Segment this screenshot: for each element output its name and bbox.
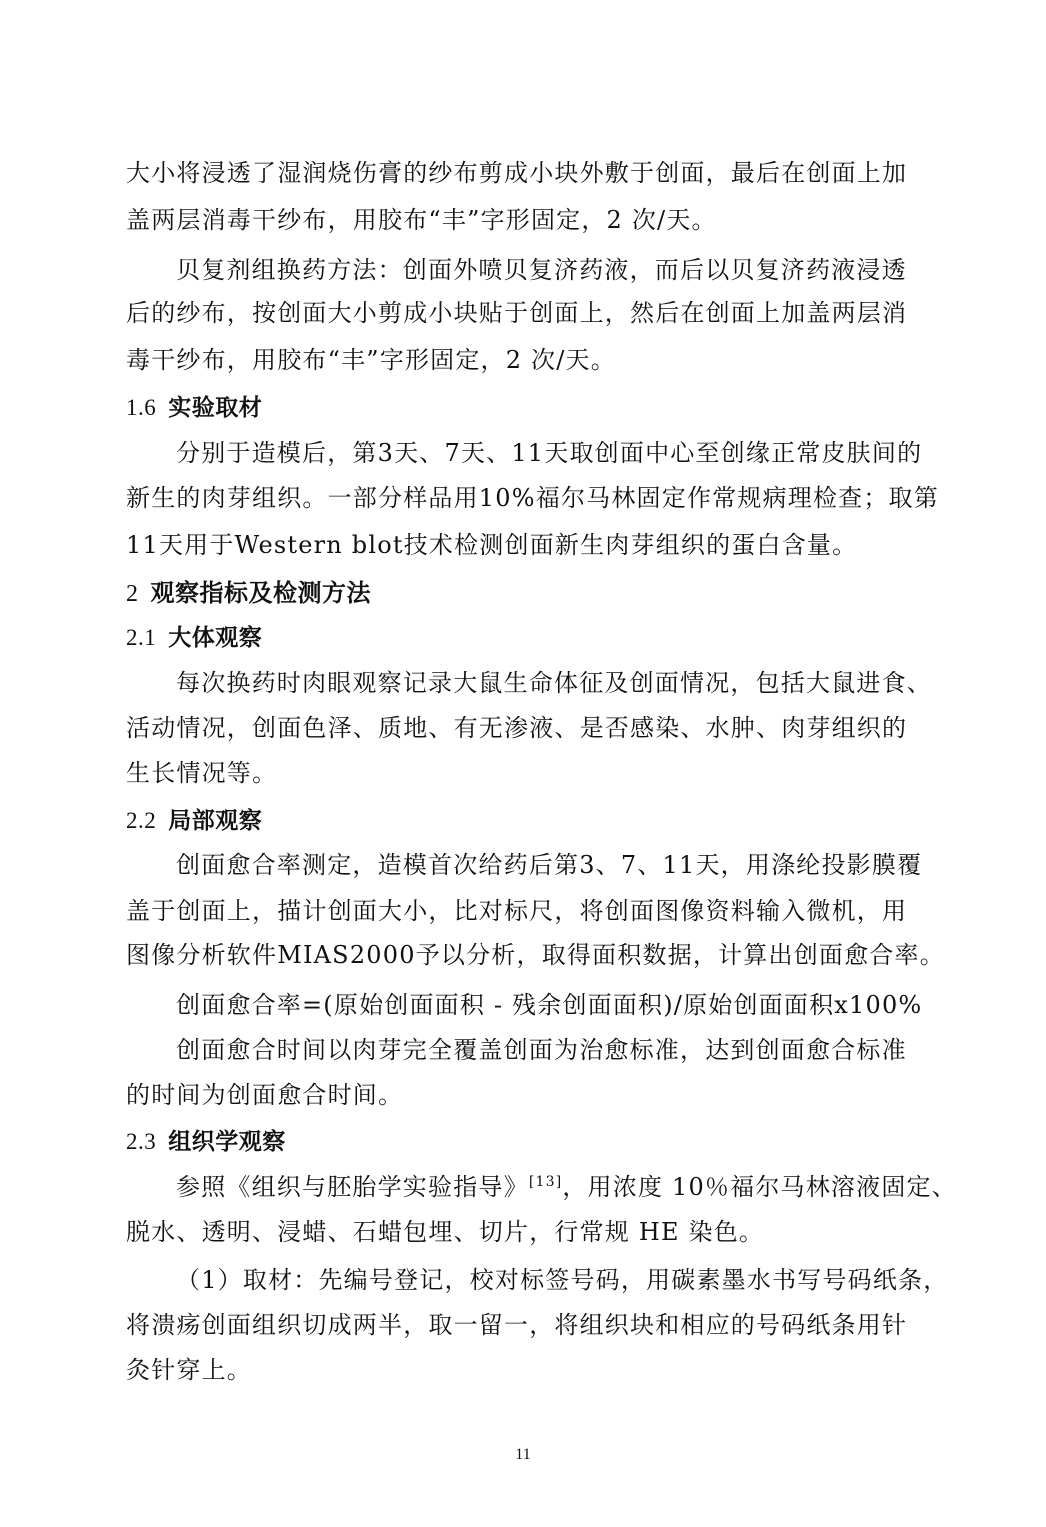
paragraph-line: 灸针穿上。: [126, 1356, 252, 1384]
heading-text: 大体观察: [168, 625, 263, 651]
paragraph-line: 毒干纱布，用胶布“丰”字形固定，2 次/天。: [126, 346, 616, 374]
paragraph-line: 新生的肉芽组织。一部分样品用10%福尔马林固定作常规病理检查；取第: [126, 484, 939, 512]
paragraph-line: 后的纱布，按创面大小剪成小块贴于创面上，然后在创面上加盖两层消: [126, 299, 908, 327]
section-heading-1-6: [126, 393, 262, 423]
paragraph-line: 生长情况等。: [126, 759, 278, 787]
heading-number: 2.1: [126, 625, 157, 650]
paragraph-line: 大小将浸透了湿润烧伤膏的纱布剪成小块外敷于创面，最后在创面上加: [126, 159, 908, 187]
reference-text-after: ，用浓度 10％福尔马林溶液固定、: [562, 1173, 957, 1201]
section-heading-2-1: [126, 623, 262, 653]
citation-marker: [13]: [528, 1174, 563, 1190]
heading-number: 2: [126, 581, 139, 607]
reference-text: 参照《组织与胚胎学实验指导》: [176, 1173, 529, 1201]
heading-number: 2.3: [126, 1129, 157, 1154]
paragraph-line: 的时间为创面愈合时间。: [126, 1081, 404, 1109]
heading-number: 1.6: [126, 395, 157, 420]
paragraph-line: 每次换药时肉眼观察记录大鼠生命体征及创面情况，包括大鼠进食、: [176, 669, 932, 697]
section-heading-2-3: [126, 1127, 286, 1157]
heading-text: 局部观察: [168, 808, 263, 834]
section-heading-2: [126, 578, 371, 609]
section-heading-2-2: [126, 806, 262, 836]
paragraph-line: 将溃疡创面组织切成两半，取一留一，将组织块和相应的号码纸条用针: [126, 1311, 908, 1339]
paragraph-line: 11天用于Western blot技术检测创面新生肉芽组织的蛋白含量。: [126, 531, 858, 559]
paragraph-line: 图像分析软件MIAS2000予以分析，取得面积数据，计算出创面愈合率。: [126, 941, 945, 969]
paragraph-line: 创面愈合率测定，造模首次给药后第3、7、11天，用涤纶投影膜覆: [176, 851, 923, 879]
formula-line: 创面愈合率=(原始创面面积 - 残余创面面积)/原始创面面积x100%: [176, 991, 923, 1019]
paragraph-line: 分别于造模后，第3天、7天、11天取创面中心至创缘正常皮肤间的: [176, 439, 923, 467]
paragraph-line: 脱水、透明、浸蜡、石蜡包埋、切片，行常规 HE 染色。: [126, 1218, 765, 1246]
paragraph-line: 活动情况，创面色泽、质地、有无渗液、是否感染、水肿、肉芽组织的: [126, 714, 908, 742]
heading-text: 组织学观察: [168, 1129, 286, 1155]
paragraph-line: 盖于创面上，描计创面大小，比对标尺，将创面图像资料输入微机，用: [126, 897, 908, 925]
paragraph-line: （1）取材：先编号登记，校对标签号码，用碳素墨水书写号码纸条，: [176, 1266, 949, 1294]
paragraph-line: [176, 1172, 957, 1202]
paragraph-line: 盖两层消毒干纱布，用胶布“丰”字形固定，2 次/天。: [126, 206, 717, 234]
paragraph-line: 贝复剂组换药方法：创面外喷贝复济药液，而后以贝复济药液浸透: [176, 256, 907, 284]
heading-text: 实验取材: [168, 395, 263, 421]
paragraph-line: 创面愈合时间以肉芽完全覆盖创面为治愈标准，达到创面愈合标准: [176, 1036, 907, 1064]
page-number: 11: [515, 1446, 531, 1463]
heading-number: 2.2: [126, 808, 157, 833]
heading-text: 观察指标及检测方法: [150, 579, 371, 607]
